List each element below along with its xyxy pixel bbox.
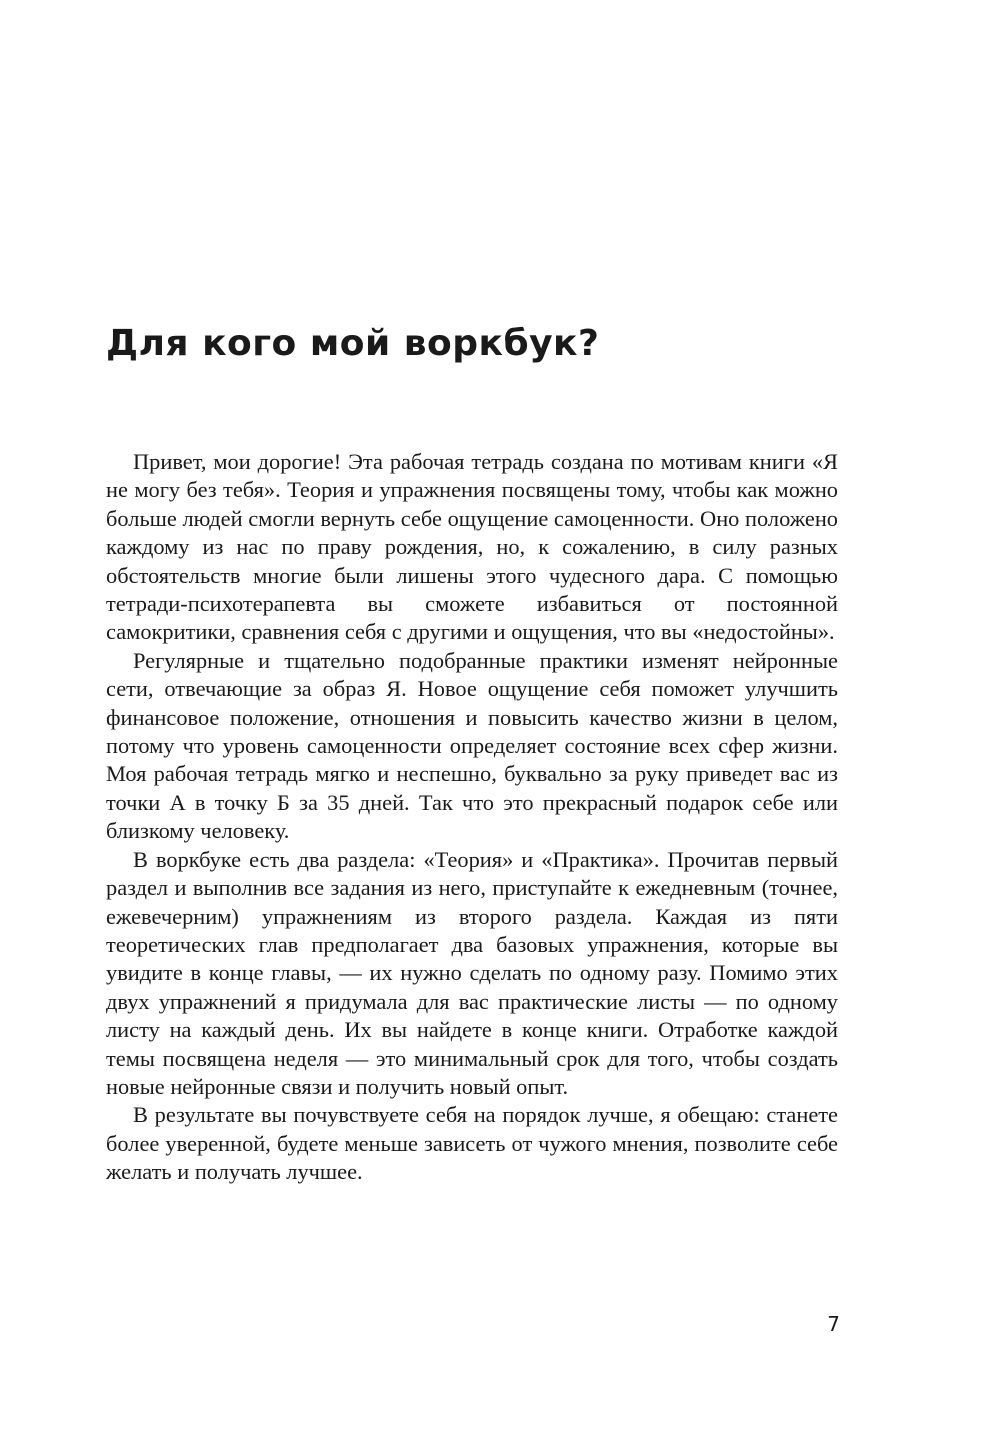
body-text — [106, 448, 838, 1187]
paragraph-sections: В воркбуке есть два раздела: «Теория» и «Практика». Прочитав первый раздел и выполнив все задания из него, приступайте к ежедневным (точнее, ежевечерним) упражнениям из второго раздела. Каждая из пяти теоретических глав предполагает два базовых упражнения, которые вы увидите в конце главы, — их нужно сделать по одному разу. Помимо этих двух упражнений я придумала для вас практические листы — по одному листу на каждый день. Их вы найдете в конце книги. Отработке каждой темы посвящена неделя — это минимальный срок для того, чтобы создать новые нейронные связи и получить новый опыт. — [106, 846, 838, 1099]
page-number: 7 — [827, 1312, 840, 1336]
page-title: Для кого мой воркбук? — [106, 323, 600, 364]
paragraph-intro: Привет, мои дорогие! Эта рабочая тетрадь создана по мотивам книги «Я не могу без тебя». Теория и упражнения посвящены тому, чтобы как можно больше людей смогли вернуть себе ощущение самоценности. Оно положено каждому из нас по праву рождения, но, к сожалению, в силу разных обстоятельств многие были лишены этого чудесного дара. С помощью тетради-психотерапевта вы сможете избавиться от постоянной самокритики, сравнения себя с другими и ощущения, что вы «недостойны». — [106, 449, 838, 645]
paragraph-result: В результате вы почувствуете себя на порядок лучше, я обещаю: станете более уверенной, будете меньше зависеть от чужого мнения, позволите себе желать и получать лучшее. — [106, 1102, 838, 1185]
paragraph-practices: Регулярные и тщательно подобранные практики изменят нейронные сети, отвечающие за образ Я. Новое ощущение себя поможет улучшить финансовое положение, отношения и повысить качество жизни в целом, потому что уровень самоценности определяет состояние всех сфер жизни. Моя рабочая тетрадь мягко и неспешно, буквально за руку приведет вас из точки А в точку Б за 35 дней. Так что это прекрасный подарок себе или близкому человеку. — [106, 647, 838, 844]
